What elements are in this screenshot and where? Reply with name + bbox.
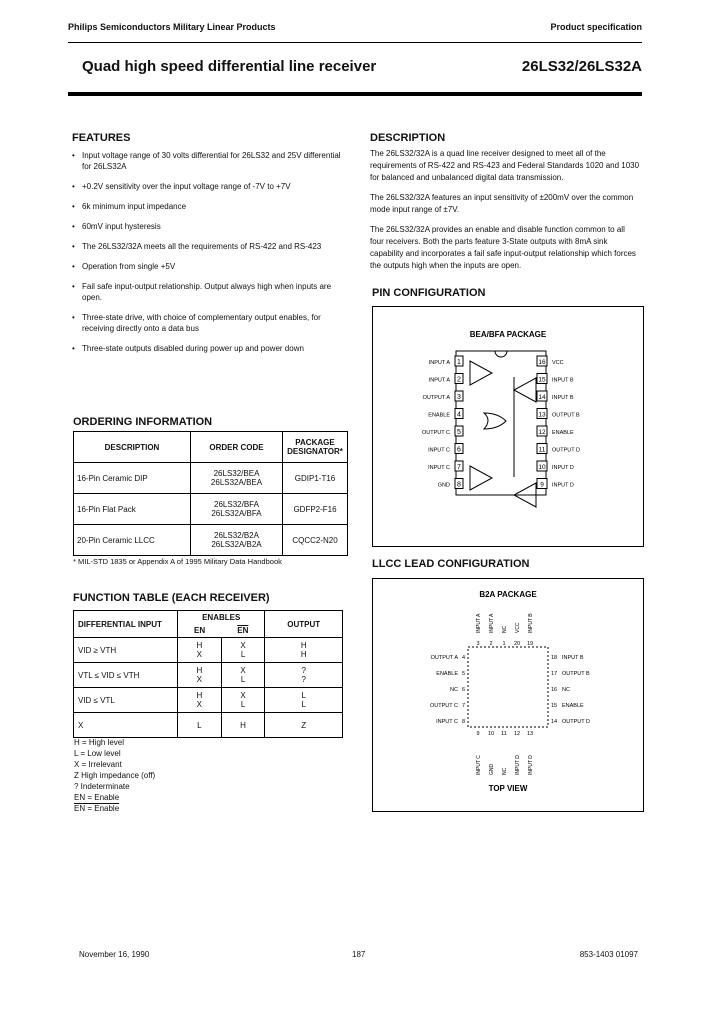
- row-desc: 16-Pin Ceramic DIP: [74, 463, 191, 494]
- package-label: B2A PACKAGE: [479, 590, 537, 599]
- pin-label: INPUT B: [552, 377, 574, 384]
- pin-number: 9: [540, 481, 544, 489]
- feature-item: • Three-state outputs disabled during power up and power down: [72, 343, 342, 354]
- pin-number: 10: [538, 464, 546, 471]
- pin-number: 14: [538, 394, 546, 401]
- legend-item: EN = Enable: [74, 804, 120, 813]
- cell-enb: X L: [221, 688, 265, 713]
- legend-item: X = Irrelevant: [74, 760, 122, 769]
- col-description: DESCRIPTION: [74, 432, 191, 463]
- pin-label: ENABLE: [428, 412, 450, 419]
- pin-label: OUTPUT D: [552, 447, 581, 454]
- lead-number: 2: [489, 641, 493, 647]
- row-desc: 16-Pin Flat Pack: [74, 494, 191, 525]
- feature-item: • Three-state drive, with choice of complementary output enables, for receiving directly onto a data bus: [72, 312, 342, 334]
- pin-config-heading: PIN CONFIGURATION: [372, 287, 486, 299]
- feature-item: • Fail safe input-output relationship. Output always high when inputs are open.: [72, 281, 342, 303]
- function-legend: [74, 737, 155, 814]
- col-enables: ENABLES: [178, 611, 265, 625]
- pin-label: INPUT D: [552, 465, 574, 471]
- lead-label: GND: [489, 763, 495, 775]
- pin-number: 5: [457, 429, 461, 436]
- legend-item: H = High level: [74, 738, 125, 747]
- lead-number: 13: [526, 731, 534, 737]
- col-en-bar: $\overline{EN}$: [221, 624, 265, 638]
- pin-number: 12: [538, 429, 546, 436]
- lead-number: 8: [461, 719, 465, 725]
- pin-number: 11: [538, 446, 546, 454]
- pin-label: OUTPUT A: [422, 395, 450, 401]
- lead-label: NC: [562, 687, 570, 693]
- pin-number: 2: [457, 376, 461, 384]
- lead-label: VCC: [515, 622, 521, 633]
- package-label: BEA/BFA PACKAGE: [469, 330, 547, 339]
- table-row: [74, 494, 348, 525]
- cell-input: VTL ≤ VID ≤ VTH: [74, 663, 178, 688]
- cell-input: VID ≤ VTL: [74, 688, 178, 713]
- legend-item: EN = Enable: [74, 793, 120, 802]
- lead-label: OUTPUT A: [430, 655, 458, 661]
- feature-item: • 60mV input hysteresis: [72, 221, 342, 232]
- pin-label: INPUT C: [428, 447, 450, 454]
- cell-out: Z: [265, 713, 343, 738]
- description-paragraph: The 26LS32/32A is a quad line receiver designed to meet all of the requirements of RS-422 and RS-423 and Federal Standards 1020 and 1030 for balanced and unbalanced digital data transmission.: [370, 149, 640, 182]
- pin-config-diagram: [372, 306, 644, 547]
- pin-label: GND: [437, 482, 450, 489]
- lead-number: 11: [501, 731, 507, 737]
- pin-number: 13: [538, 411, 546, 419]
- pin-number: 7: [457, 464, 461, 471]
- footer-code: 853-1403 01097: [579, 950, 638, 959]
- pin-label: ENABLE: [552, 430, 574, 436]
- lead-number: 6: [461, 687, 465, 693]
- doc-type: Product specification: [550, 22, 642, 32]
- ordering-note: * MIL-STD 1835 or Appendix A of 1995 Military Data Handbook: [73, 557, 282, 566]
- lead-label: NC: [450, 687, 458, 693]
- llcc-diagram: [372, 578, 644, 812]
- legend-item: Z High impedance (off): [74, 771, 156, 780]
- feature-item: • The 26LS32/32A meets all the requirements of RS-422 and RS-423: [72, 241, 342, 252]
- ic-notch: [495, 351, 507, 357]
- cell-enb: X L: [221, 663, 265, 688]
- ordering-table: [73, 431, 348, 556]
- lead-number: 14: [551, 719, 558, 725]
- pin-number: 8: [457, 481, 461, 489]
- table-row: [74, 463, 348, 494]
- row-code: 26LS32/BEA 26LS32A/BEA: [191, 463, 283, 494]
- table-row: [74, 713, 343, 738]
- llcc-heading: LLCC LEAD CONFIGURATION: [372, 558, 530, 570]
- lead-label: INPUT C: [436, 719, 458, 725]
- col-order-code: ORDER CODE: [191, 432, 283, 463]
- pin-number: 3: [457, 394, 461, 401]
- description-paragraph: The 26LS32/32A features an input sensitivity of ±200mV over the common mode input range of ±7V.: [370, 193, 634, 214]
- pin-label: VCC: [552, 360, 564, 366]
- pin-number: 4: [457, 411, 461, 419]
- features-list: [72, 150, 342, 363]
- cell-en: H X: [178, 663, 222, 688]
- features-heading: FEATURES: [72, 132, 131, 144]
- feature-item: • 6k minimum input impedance: [72, 201, 342, 212]
- pin-number: 16: [538, 359, 546, 366]
- feature-item: • Operation from single +5V: [72, 261, 342, 272]
- row-pkg: GDIP1-T16: [283, 463, 348, 494]
- pin-label: INPUT B: [552, 395, 574, 401]
- lead-label: ENABLE: [562, 703, 584, 709]
- cell-en: H X: [178, 638, 222, 663]
- cell-input: X: [74, 713, 178, 738]
- lead-number: 20: [513, 641, 521, 647]
- lead-label: INPUT D: [515, 755, 521, 775]
- row-pkg: CQCC2-N20: [283, 525, 348, 556]
- company-header: Philips Semiconductors Military Linear Products: [68, 22, 276, 32]
- legend-item: L = Low level: [74, 749, 121, 758]
- lead-label: NC: [502, 767, 508, 775]
- lead-label: NC: [502, 625, 508, 633]
- lead-label: ENABLE: [436, 671, 458, 677]
- receiver-b-symbol: [514, 378, 536, 402]
- cell-en: L: [178, 713, 222, 738]
- lead-label: INPUT B: [562, 655, 584, 661]
- col-en: EN: [178, 624, 222, 638]
- table-row: [74, 688, 343, 713]
- lead-number: 19: [526, 641, 534, 647]
- lead-label: OUTPUT D: [562, 719, 591, 725]
- pin-label: INPUT A: [428, 360, 450, 366]
- function-table: [73, 610, 343, 738]
- header-rule: [68, 42, 642, 43]
- lead-number: 3: [476, 641, 480, 647]
- enable-gate-symbol: [484, 413, 506, 429]
- lead-label: INPUT A: [476, 613, 482, 633]
- pin-number: 15: [538, 376, 546, 384]
- lead-number: 5: [461, 671, 465, 677]
- top-view-label: TOP VIEW: [488, 784, 528, 793]
- part-number: 26LS32/26LS32A: [521, 58, 642, 75]
- receiver-c-symbol: [470, 466, 492, 490]
- cell-enb: H: [221, 713, 265, 738]
- description-paragraph: The 26LS32/32A provides an enable and disable function common to all four receivers. Both the parts feature 3-State outputs with 8mA sink capability and incorporates a fail safe input-output relationship which forces the outputs high when the inputs are open.: [370, 225, 636, 270]
- pin-label: OUTPUT B: [552, 412, 580, 419]
- cell-enb: X L: [221, 638, 265, 663]
- llcc-body: [468, 647, 548, 727]
- page-title: Quad high speed differential line receiver: [82, 58, 377, 75]
- ordering-heading: ORDERING INFORMATION: [73, 416, 213, 428]
- row-pkg: GDFP2-F16: [283, 494, 348, 525]
- row-desc: 20-Pin Ceramic LLCC: [74, 525, 191, 556]
- description-body: [370, 148, 640, 280]
- pin-label: INPUT D: [552, 482, 574, 489]
- lead-label: INPUT A: [489, 613, 495, 633]
- lead-number: 7: [461, 703, 465, 709]
- title-rule: [68, 92, 642, 96]
- lead-label: INPUT C: [476, 755, 482, 775]
- description-heading: DESCRIPTION: [370, 132, 446, 144]
- row-code: 26LS32/BFA 26LS32A/BFA: [191, 494, 283, 525]
- lead-number: 18: [551, 655, 558, 661]
- legend-item: ? Indeterminate: [74, 782, 130, 791]
- table-row: [74, 525, 348, 556]
- table-row: [74, 638, 343, 663]
- lead-number: 17: [551, 671, 558, 677]
- pin-number: 1: [457, 359, 461, 366]
- col-output: OUTPUT: [265, 611, 343, 638]
- lead-label: INPUT B: [528, 613, 534, 633]
- lead-number: 15: [551, 703, 558, 709]
- col-diff-input: DIFFERENTIAL INPUT: [74, 611, 178, 638]
- lead-number: 16: [551, 687, 558, 693]
- cell-out: L L: [265, 688, 343, 713]
- pin-label: INPUT A: [428, 377, 450, 384]
- lead-label: OUTPUT B: [562, 671, 590, 677]
- lead-label: INPUT D: [528, 755, 534, 775]
- footer-date: November 16, 1990: [79, 950, 150, 959]
- pin-label: OUTPUT C: [421, 430, 450, 436]
- lead-number: 9: [476, 731, 480, 737]
- lead-number: 12: [513, 731, 521, 737]
- pin-number: 6: [457, 446, 461, 454]
- cell-en: H X: [178, 688, 222, 713]
- lead-number: 10: [487, 731, 495, 737]
- lead-number: 1: [502, 641, 506, 647]
- feature-item: • +0.2V sensitivity over the input voltage range of -7V to +7V: [72, 181, 342, 192]
- cell-input: VID ≥ VTH: [74, 638, 178, 663]
- receiver-a-symbol: [470, 361, 492, 385]
- row-code: 26LS32/B2A 26LS32A/B2A: [191, 525, 283, 556]
- lead-number: 4: [461, 655, 465, 661]
- feature-item: • Input voltage range of 30 volts differential for 26LS32 and 25V differential for 26LS32A: [72, 150, 342, 172]
- col-package: PACKAGE DESIGNATOR*: [283, 432, 348, 463]
- table-row: [74, 663, 343, 688]
- pin-label: INPUT C: [428, 465, 450, 471]
- cell-out: ? ?: [265, 663, 343, 688]
- cell-out: H H: [265, 638, 343, 663]
- lead-label: OUTPUT C: [429, 703, 458, 709]
- footer-page: 187: [352, 950, 366, 959]
- function-table-heading: FUNCTION TABLE (EACH RECEIVER): [73, 592, 270, 604]
